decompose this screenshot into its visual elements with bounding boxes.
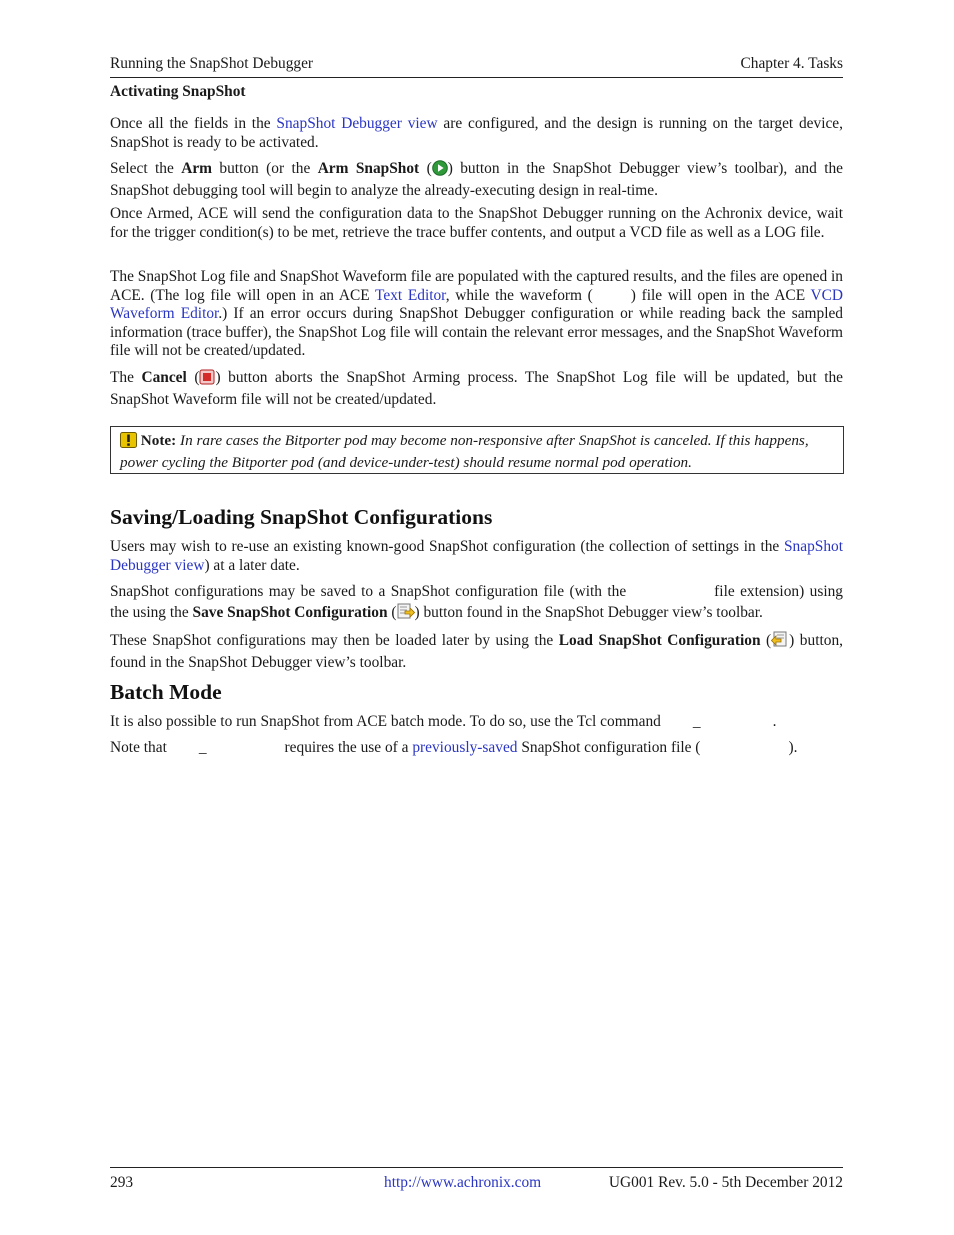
- paragraph-activating-5: The Cancel ( ) button aborts the SnapShot Arming process. The SnapShot Log file will be updated, but the SnapShot Waveform file will not be created/updated.: [110, 369, 843, 408]
- page-footer: [110, 1167, 843, 1192]
- stop-square-icon: [199, 369, 215, 391]
- tcl-command-underscore-2: _: [198, 739, 207, 756]
- note-text: In rare cases the Bitporter pod may become non-responsive after SnapShot is canceled. If this happens, power cycling the Bitporter pod (and device-under-test) should resume normal pod operation.: [120, 432, 809, 471]
- play-circle-icon: [432, 160, 448, 182]
- link-previously-saved[interactable]: previously-saved: [412, 739, 518, 756]
- arm-snapshot-label: Arm SnapShot: [317, 160, 420, 177]
- section-heading-batch-mode: Batch Mode: [110, 680, 222, 704]
- arm-label: Arm: [181, 160, 212, 177]
- footer-website-link[interactable]: http://www.achronix.com: [384, 1174, 542, 1191]
- link-text-editor[interactable]: Text Editor: [375, 286, 446, 304]
- section-heading-saving-loading: Saving/Loading SnapShot Configurations: [110, 505, 493, 529]
- paragraph-saving-2: SnapShot configurations may be saved to a SnapShot configuration file (with the file extension) using the using the Save SnapShot Configuration ( ) button found in the SnapShot Debugger view’s toolbar.: [110, 583, 843, 625]
- paragraph-activating-4: The SnapShot Log file and SnapShot Waveform file are populated with the captured results, and the files are opened in ACE. (The log file will open in an ACE Text Editor, while the waveform ( ) file will open in the ACE VCD Waveform Editor.) If an error occurs during SnapShot Debugger configuration or while reading back the sampled information (trace buffer), the SnapShot Log file will contain the relevant error messages, and the SnapShot Waveform file will not be created/updated.: [110, 268, 844, 360]
- subsection-heading-activating: Activating SnapShot: [110, 83, 246, 100]
- document-revision: UG001 Rev. 5.0 - 5th December 2012: [608, 1174, 843, 1191]
- link-snapshot-debugger-view[interactable]: SnapShot Debugger view: [276, 115, 438, 132]
- header-section-title: Running the SnapShot Debugger: [110, 55, 314, 72]
- paragraph-saving-1: Users may wish to re-use an existing known-good SnapShot configuration (the collection of settings in the SnapShot Debugger view) at a later date.: [110, 538, 843, 574]
- paragraph-batch-1: It is also possible to run SnapShot from ACE batch mode. To do so, use the Tcl command _ .: [110, 713, 777, 730]
- load-config-label: Load SnapShot Configuration: [558, 632, 761, 649]
- header-chapter-title: Chapter 4. Tasks: [740, 55, 843, 72]
- save-config-icon: [397, 602, 415, 626]
- save-config-label: Save SnapShot Configuration: [192, 603, 388, 621]
- page-number: 293: [110, 1174, 134, 1191]
- paragraph-activating-2: Select the Arm button (or the Arm SnapShot ( ) button in the SnapShot Debugger view’s toolbar), and the SnapShot debugging tool will begin to analyze the already-executing design in real-time.: [110, 160, 843, 199]
- paragraph-saving-3: These SnapShot configurations may then be loaded later by using the Load SnapShot Configuration ( ) button, found in the SnapShot Debugger view’s toolbar.: [110, 632, 843, 671]
- paragraph-activating-1: Once all the fields in the SnapShot Debugger view are configured, and the design is running on the target device, SnapShot is ready to be activated.: [110, 115, 843, 151]
- tcl-command-underscore: _: [692, 713, 701, 730]
- link-snapshot-debugger-view-2[interactable]: SnapShot Debugger view: [110, 538, 843, 574]
- note-box: [110, 426, 844, 474]
- load-config-icon: [771, 630, 789, 654]
- page-header: [110, 55, 843, 78]
- paragraph-activating-3: Once Armed, ACE will send the configuration data to the SnapShot Debugger running on the Achronix device, wait for the trigger condition(s) to be met, retrieve the trace buffer contents, and output a VCD file as well as a LOG file.: [110, 205, 843, 241]
- cancel-label: Cancel: [141, 369, 187, 386]
- paragraph-batch-2: Note that _ requires the use of a previously-saved SnapShot configuration file ( ).: [110, 739, 798, 756]
- note-label: Note:: [140, 432, 177, 449]
- link-vcd-waveform-editor[interactable]: VCD Waveform Editor: [110, 286, 843, 323]
- warning-icon: [120, 432, 137, 453]
